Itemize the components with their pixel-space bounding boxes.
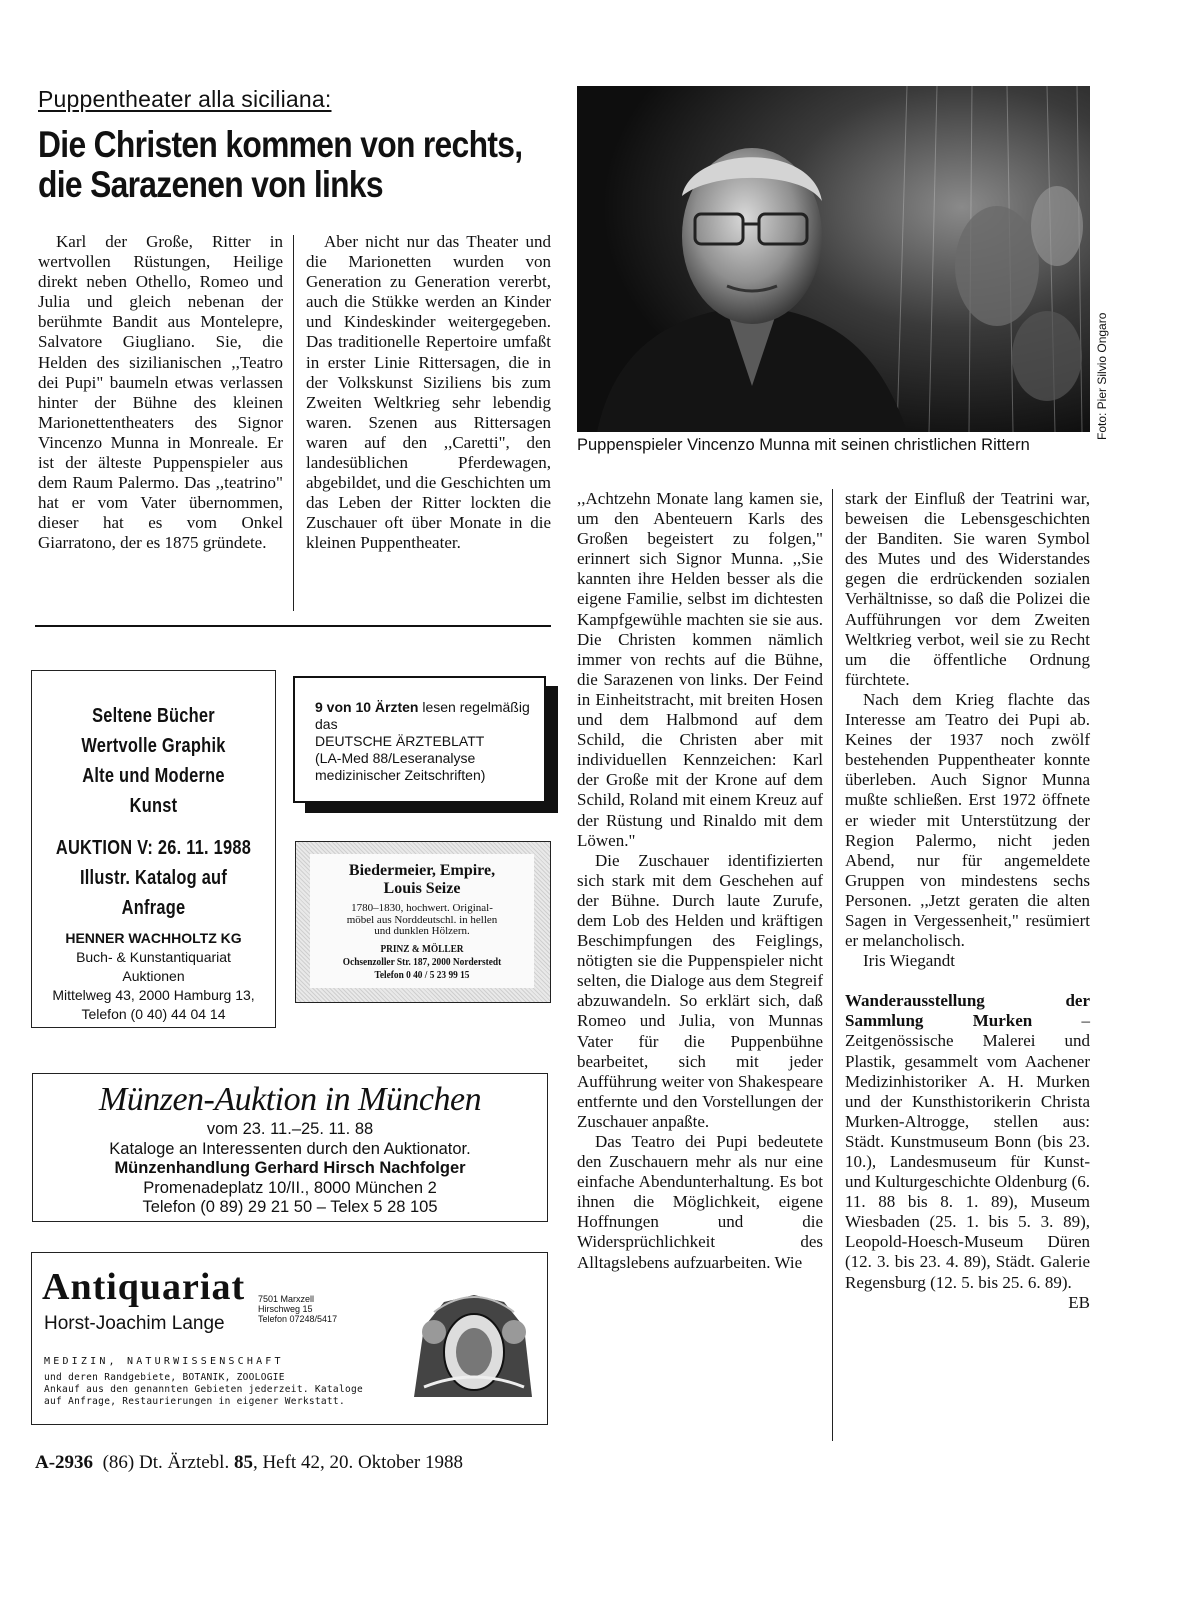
ad-line: Seltene Bücher xyxy=(92,705,215,727)
ad-line: (LA-Med 88/Leseranalyse xyxy=(315,750,476,766)
page-footer xyxy=(35,1452,463,1474)
ad-address-line: 7501 Marxzell xyxy=(258,1294,315,1304)
ad-line: Buch- & Kunstantiquariat xyxy=(76,949,231,965)
exhibition-notice xyxy=(845,991,1090,1292)
column-divider xyxy=(832,489,833,1441)
ad-muenzen-auktion xyxy=(32,1073,548,1222)
photo-puppeteer xyxy=(577,86,1090,432)
ad-line: Alte und Moderne xyxy=(82,765,225,787)
ad-title: Biedermeier, Empire, xyxy=(348,862,496,879)
ad-firm-name: PRINZ & MÖLLER xyxy=(380,942,464,955)
article-paragraph: Die Zuschauer identifizierten sich stark mit dem Geschehen auf der Bühne. Durch laute Zurufe, dem Lob des Helden und kräftigen Beschimpfungen des Feiglings, nötigten sie die Puppenspieler nicht selten, die Dialoge aus dem Stegreif abzuwandeln. So erklärt sich, daß Romeo und Julia, von Munnas Vater für die Puppenbühne bearbeitet, sich mit jeder Aufführung weiter von Shakespeare entfernte und den Vorstellungen der Zuschauer anpaßte. xyxy=(577,850,823,1131)
ad-inner-panel xyxy=(310,854,534,988)
ad-title: Münzen-Auktion in München xyxy=(98,1081,482,1118)
ad-line: 1780–1830, hochwert. Original- xyxy=(351,902,493,914)
ad-line: DEUTSCHE ÄRZTEBLATT xyxy=(315,733,485,749)
article-column-2 xyxy=(306,232,551,554)
section-divider xyxy=(35,625,551,627)
article-column-1 xyxy=(38,232,283,554)
article-headline xyxy=(38,124,523,205)
volume-number: 85 xyxy=(233,1452,253,1473)
photo-caption: Puppenspieler Vincenzo Munna mit seinen christlichen Rittern xyxy=(577,436,1030,454)
headline-line-2: die Sarazenen von links xyxy=(38,164,383,205)
ad-address-line: Hirschweg 15 xyxy=(258,1304,313,1314)
ad-line: medizinischer Zeitschriften) xyxy=(315,767,486,783)
ad-address-line: Telefon 07248/5417 xyxy=(258,1314,338,1324)
ad-line: Kunst xyxy=(129,795,178,817)
article-column-4 xyxy=(845,489,1090,1313)
ad-address: Ochsenzoller Str. 187, 2000 Norderstedt xyxy=(342,955,502,968)
article-paragraph: Aber nicht nur das Theater und die Marionetten wurden von Generation zu Generation vererbt, auch die Stükke werden an Kinder und Kindeskinder weitergegeben. Das traditionelle Repertoire umfaßt in erster Linie Rittersagen, die in der Volkskunst Siziliens bis zum Zweiten Weltkrieg sehr lebendig waren. Szenen aus Rittersagen waren auf den ,,Caretti", den landesüblichen Pferdewagen, abgebildet, und die Geschichten um das Leben der Ritter lockten die Zuschauer oft über Monate in die kleinen Puppentheater. xyxy=(306,232,551,553)
ad-title: Louis Seize xyxy=(383,880,461,897)
ad-owner-name: Horst-Joachim Lange xyxy=(44,1313,225,1334)
ad-firm-name: HENNER WACHHOLTZ KG xyxy=(65,930,242,946)
ad-auction-date: AUKTION V: 26. 11. 1988 xyxy=(55,837,252,859)
article-paragraph: Nach dem Krieg flachte das Interesse am Teatro dei Pupi ab. Keines der 1937 noch zwölf bestehenden Puppentheater konnte überleben. Auch Signor Munna mußte schließen. Erst 1972 öffnete er wieder mit Unterstützung der Region Palermo, nicht jeden Abend, nur für angemeldete Gruppen von mindestens sechs Personen. ,,Jetzt geraten die alten Sagen in Vergessenheit," resümiert er melancholisch. xyxy=(845,689,1090,951)
ad-phone: Telefon 0 40 / 5 23 99 15 xyxy=(374,968,470,981)
page-number: A-2936 xyxy=(35,1452,94,1473)
article-kicker: Puppentheater alla siciliana: xyxy=(38,86,332,112)
notice-body: – Zeitgenössische Malerei und Plastik, gesammelt vom Aachener Medizinhistoriker A. H. Murken und der Kunsthistorikerin Christa Murken-Altrogge, stellen aus: Städt. Kunstmuseum Bonn (bis 23. 10.), Landesmuseum für Kunst- und Kulturgeschichte Oldenburg (6. 11. 88 bis 8. 1. 89), Museum Wiesbaden (25. 1. bis 5. 3. 89), Leopold-Hoesch-Museum Düren (12. 3. bis 23. 4. 89), Städt. Galerie Regensburg (12. 5. bis 25. 6. 89). xyxy=(845,1011,1090,1292)
ad-firm-name: Münzenhandlung Gerhard Hirsch Nachfolger xyxy=(114,1159,466,1177)
ad-detail-line: und deren Randgebiete, BOTANIK, ZOOLOGIE xyxy=(44,1372,285,1383)
ad-emphasis: 9 von 10 Ärzten xyxy=(315,699,419,715)
ad-text: lesen regelmäßig das xyxy=(315,699,530,732)
ad-phone: Telefon (0 40) 44 04 14 xyxy=(81,1006,226,1022)
ad-aerzteblatt xyxy=(293,676,546,803)
ad-detail-line: Ankauf aus den genannten Gebieten jederzeit. Kataloge xyxy=(44,1384,364,1395)
article-paragraph: Karl der Große, Ritter in wertvollen Rüstungen, Heilige direkt neben Othello, Romeo und Julia und gleich nebenan der berühmte Bandit aus Montelepre, Salvatore Giugliano. Sie, die Helden des sizilianischen ,,Teatro dei Pupi" baumeln etwas verlassen hinter der Bühne des kleinen Marionettentheaters des Signor Vincenzo Munna in Monreale. Er ist der älteste Puppenspieler aus dem Raum Palermo. Das ,,teatrino" hat er vom Vater übernommen, dieser hat es vom Onkel Giarratono, der es 1875 gründete. xyxy=(38,232,283,553)
ad-line: Wertvolle Graphik xyxy=(81,735,226,757)
ad-dates: vom 23. 11.–25. 11. 88 xyxy=(206,1120,374,1138)
ad-details xyxy=(44,1372,363,1408)
footer-text: , Heft 42, 20. Oktober 1988 xyxy=(252,1452,463,1473)
ad-louis-seize xyxy=(295,841,551,1003)
ad-title: Antiquariat xyxy=(42,1266,246,1308)
puppeteer-photo-image xyxy=(577,86,1090,432)
article-paragraph: stark der Einfluß der Teatrini war, beweisen die Lebensgeschichten der Banditen. Sie waren Symbol des Mutes und des Widerstandes gegen die erdrückenden sozialen Verhältnisse, so daß die Polizei die Aufführungen vor dem Zweiten Weltkrieg verbot, weil sie zu Recht um die öffentliche Ordnung fürchtete. xyxy=(845,489,1090,689)
ad-line: Auktionen xyxy=(122,968,185,984)
ad-line xyxy=(315,699,532,733)
headline-line-1: Die Christen kommen von rechts, xyxy=(38,124,523,165)
notice-heading: Wanderausstellung der Sammlung Murken xyxy=(845,991,1090,1031)
ad-subjects: MEDIZIN, NATURWISSENSCHAFT xyxy=(44,1356,284,1367)
author-signature: Iris Wiegandt xyxy=(863,951,956,971)
ad-line: und dunklen Hölzern. xyxy=(374,925,470,937)
notice-signature: EB xyxy=(1068,1292,1090,1312)
ad-address: Mittelweg 43, 2000 Hamburg 13, xyxy=(52,987,255,1003)
ad-detail-line: auf Anfrage, Restaurierungen in eigener Werkstatt. xyxy=(44,1396,345,1407)
ad-phone: Telefon (0 89) 29 21 50 – Telex 5 28 105 xyxy=(142,1198,438,1216)
ad-line: möbel aus Norddeutschl. in hellen xyxy=(346,913,498,926)
article-column-3 xyxy=(577,489,823,1273)
ad-wachholtz xyxy=(31,670,276,1028)
article-paragraph: ,,Achtzehn Monate lang kamen sie, um den Abenteuern Karls des Großen begeistert zu folgen," erinnert sich Signor Munna. ,,Sie kannten ihre Helden besser als die eigene Familie, selbst im dichtesten Kampfgewühle machten sie sie aus. Die Christen kommen nämlich immer von rechts auf die Bühne, die Sarazenen von links. Der Feind in Einheitstracht, mit breiten Hosen und dem Halbmond auf dem Schild, die Christen aber mit individuellen Kennzeichen: Karl der Große mit der Krone auf dem Schild, Roland mit einem Kreuz auf der Rüstung und Rinaldo mit dem Löwen." xyxy=(577,489,823,850)
ad-line: Kataloge an Interessenten durch den Auktionator. xyxy=(109,1139,471,1158)
ad-address: Promenadeplatz 10/II., 8000 München 2 xyxy=(143,1178,437,1197)
ornament-emblem-icon xyxy=(404,1287,542,1405)
footer-text: (86) Dt. Ärztebl. xyxy=(93,1452,234,1473)
ad-antiquariat-lange xyxy=(31,1252,548,1425)
photo-credit: Foto: Pier Silvio Ongaro xyxy=(1095,312,1109,440)
ad-address xyxy=(258,1294,337,1324)
article-paragraph: Das Teatro dei Pupi bedeutete den Zuschauern mehr als nur eine einfache Abendunterhaltung. Es bot ihnen die Möglichkeit, eigene Hoffnungen und die Widersprüchlichkeit des Alltagslebens aufzuarbeiten. Wie xyxy=(577,1132,823,1272)
column-divider xyxy=(293,235,294,611)
ad-catalog: Illustr. Katalog auf Anfrage xyxy=(79,867,228,919)
